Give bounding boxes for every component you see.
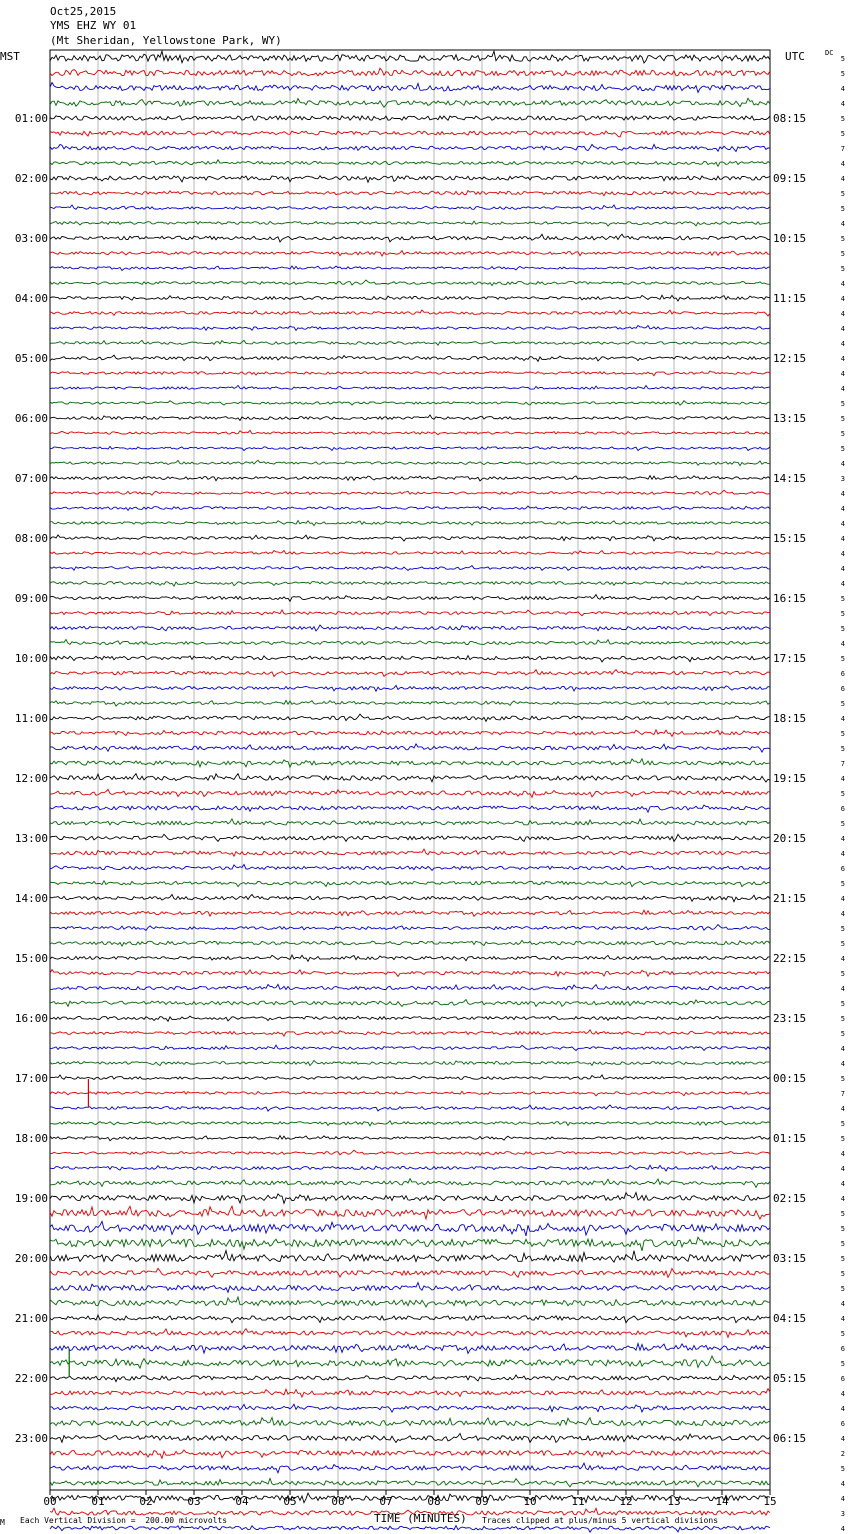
left-hour-label: 11:00 — [14, 712, 48, 725]
seismic-trace — [50, 521, 770, 526]
seismic-trace — [50, 1237, 770, 1251]
dc-offset-label: 5 — [840, 940, 845, 948]
right-hour-label: 03:15 — [773, 1252, 807, 1265]
dc-offset-label: 3 — [840, 475, 845, 483]
seismic-trace — [50, 205, 770, 209]
seismic-trace — [50, 610, 770, 616]
dc-offset-label: 4 — [840, 835, 845, 843]
seismic-trace — [50, 98, 770, 107]
right-hour-label: 00:15 — [773, 1072, 807, 1085]
seismic-trace — [50, 51, 770, 63]
right-hour-label: 01:15 — [773, 1132, 807, 1145]
x-tick-label: 05 — [283, 1495, 297, 1508]
dc-offset-label: 4 — [840, 325, 845, 333]
seismic-trace — [50, 251, 770, 256]
dc-offset-label: 4 — [840, 1390, 845, 1398]
seismic-trace — [50, 774, 770, 782]
x-tick-label: 12 — [619, 1495, 633, 1508]
right-hour-label: 06:15 — [773, 1432, 807, 1445]
dc-offset-label: 5 — [840, 1255, 845, 1263]
dc-offset-label: 5 — [840, 625, 845, 633]
dc-offset-label: 5 — [840, 610, 845, 618]
dc-offset-label: 5 — [840, 595, 845, 603]
seismic-trace — [50, 310, 770, 316]
dc-offset-label: 4 — [840, 895, 845, 903]
footer-clip-note: Traces clipped at plus/minus 5 vertical divisions — [482, 1516, 719, 1525]
dc-offset-label: 5 — [840, 1225, 845, 1233]
seismic-trace — [50, 970, 770, 977]
right-hour-label: 18:15 — [773, 712, 807, 725]
dc-offset-label: 4 — [840, 1150, 845, 1158]
seismic-trace — [50, 805, 770, 812]
seismic-trace — [50, 1493, 770, 1503]
seismic-trace — [50, 625, 770, 631]
seismic-trace — [50, 191, 770, 196]
dc-offset-label: 4 — [840, 1525, 845, 1533]
dc-offset-label: 4 — [840, 355, 845, 363]
x-tick-label: 11 — [571, 1495, 585, 1508]
seismic-trace — [50, 1221, 770, 1236]
seismic-trace — [50, 1450, 770, 1458]
seismic-trace — [50, 221, 770, 226]
left-hour-label: 01:00 — [14, 112, 48, 125]
dc-offset-label: 4 — [840, 1495, 845, 1503]
seismic-trace — [50, 371, 770, 376]
seismic-trace — [50, 234, 770, 242]
right-zone-label: UTC — [785, 50, 805, 63]
left-hour-label: 23:00 — [14, 1432, 48, 1445]
dc-offset-label: 5 — [840, 205, 845, 213]
dc-offset-label: 5 — [840, 1360, 845, 1368]
x-tick-label: 09 — [475, 1495, 489, 1508]
left-hour-label: 14:00 — [14, 892, 48, 905]
seismic-trace — [50, 144, 770, 151]
dc-offset-label: 4 — [840, 1105, 845, 1113]
right-hour-label: 14:15 — [773, 472, 807, 485]
left-hour-label: 22:00 — [14, 1372, 48, 1385]
left-hour-label: 03:00 — [14, 232, 48, 245]
dc-offset-label: 5 — [840, 415, 845, 423]
right-hour-label: 02:15 — [773, 1192, 807, 1205]
seismic-trace — [50, 1526, 770, 1533]
seismic-trace — [50, 490, 770, 495]
seismic-trace — [50, 581, 770, 586]
dc-offset-label: 4 — [840, 580, 845, 588]
right-hour-label: 10:15 — [773, 232, 807, 245]
dc-offset-label: 5 — [840, 130, 845, 138]
seismic-trace — [50, 1329, 770, 1338]
seismic-trace — [50, 1404, 770, 1412]
right-hour-label: 19:15 — [773, 772, 807, 785]
seismic-trace — [50, 401, 770, 406]
seismic-trace — [50, 595, 770, 602]
x-tick-label: 15 — [763, 1495, 777, 1508]
seismic-trace — [50, 1478, 770, 1487]
seismic-trace — [50, 1045, 770, 1050]
right-hour-label: 23:15 — [773, 1012, 807, 1025]
seismic-trace — [50, 849, 770, 856]
seismic-trace — [50, 83, 770, 93]
dc-offset-label: 5 — [840, 1000, 845, 1008]
dc-offset-label: 5 — [840, 745, 845, 753]
seismic-trace — [50, 1463, 770, 1473]
dc-offset-label: 6 — [840, 1345, 845, 1353]
dc-offset-label: 5 — [840, 1240, 845, 1248]
x-tick-label: 06 — [331, 1495, 345, 1508]
dc-offset-label: 5 — [840, 970, 845, 978]
right-hour-label: 21:15 — [773, 892, 807, 905]
left-hour-label: 20:00 — [14, 1252, 48, 1265]
left-hour-label: 12:00 — [14, 772, 48, 785]
dc-offset-label: 5 — [840, 730, 845, 738]
seismic-trace — [50, 1193, 770, 1204]
right-hour-label: 05:15 — [773, 1372, 807, 1385]
dc-offset-label: 4 — [840, 175, 845, 183]
seismic-trace — [50, 430, 770, 434]
left-hour-label: 17:00 — [14, 1072, 48, 1085]
seismic-trace — [50, 1105, 770, 1111]
seismic-trace — [50, 686, 770, 692]
dc-offset-label: 4 — [840, 985, 845, 993]
dc-offset-label: 5 — [840, 1015, 845, 1023]
dc-offset-label: 4 — [840, 310, 845, 318]
seismic-trace — [50, 340, 770, 345]
dc-offset-label: 7 — [840, 1090, 845, 1098]
right-hour-label: 22:15 — [773, 952, 807, 965]
seismic-trace — [50, 566, 770, 571]
right-hour-label: 13:15 — [773, 412, 807, 425]
dc-offset-label: 4 — [840, 1180, 845, 1188]
dc-offset-label: 5 — [840, 1120, 845, 1128]
dc-offset-label: 4 — [840, 160, 845, 168]
seismic-trace — [50, 1136, 770, 1141]
dc-offset-label: 5 — [840, 445, 845, 453]
dc-offset-label: 2 — [840, 1450, 845, 1458]
seismic-trace — [50, 759, 770, 767]
left-hour-label: 19:00 — [14, 1192, 48, 1205]
right-hour-label: 17:15 — [773, 652, 807, 665]
dc-offset-label: 4 — [840, 460, 845, 468]
dc-offset-label: 5 — [840, 880, 845, 888]
dc-offset-label: 4 — [840, 715, 845, 723]
seismic-trace — [50, 714, 770, 721]
dc-offset-label: 4 — [840, 100, 845, 108]
dc-offset-label: 6 — [840, 1420, 845, 1428]
dc-offset-label: 5 — [840, 655, 845, 663]
dc-offset-label: 6 — [840, 670, 845, 678]
dc-offset-label: 5 — [840, 1210, 845, 1218]
seismic-trace — [50, 295, 770, 301]
seismic-trace — [50, 535, 770, 541]
seismic-trace — [50, 1075, 770, 1079]
dc-offset-label: 5 — [840, 235, 845, 243]
seismic-trace — [50, 789, 770, 797]
dc-offset-label: 4 — [840, 220, 845, 228]
seismic-trace — [50, 955, 770, 961]
right-hour-label: 16:15 — [773, 592, 807, 605]
dc-offset-label: 4 — [840, 1060, 845, 1068]
seismic-trace — [50, 1375, 770, 1382]
seismic-trace — [50, 925, 770, 931]
dc-offset-label: 4 — [840, 385, 845, 393]
dc-offset-label: 7 — [840, 145, 845, 153]
left-hour-label: 04:00 — [14, 292, 48, 305]
seismic-trace — [50, 1150, 770, 1155]
x-tick-label: 08 — [427, 1495, 441, 1508]
dc-offset-label: 6 — [840, 685, 845, 693]
seismic-trace — [50, 476, 770, 481]
dc-offset-label: 5 — [840, 700, 845, 708]
dc-offset-label: 5 — [840, 1270, 845, 1278]
header-location: (Mt Sheridan, Yellowstone Park, WY) — [50, 34, 282, 47]
dc-offset-label: 5 — [840, 190, 845, 198]
seismic-trace — [50, 670, 770, 677]
right-hour-label: 12:15 — [773, 352, 807, 365]
seismic-trace — [50, 1179, 770, 1188]
footer-scale: Each Vertical Division = 200.00 microvolts — [20, 1516, 228, 1525]
dc-offset-label: 4 — [840, 505, 845, 513]
dc-offset-label: 4 — [840, 1165, 845, 1173]
dc-offset-label: 5 — [840, 790, 845, 798]
x-tick-label: 02 — [139, 1495, 153, 1508]
dc-offset-label: 5 — [840, 430, 845, 438]
dc-offset-label: 5 — [840, 1030, 845, 1038]
seismic-trace — [50, 415, 770, 420]
left-hour-label: 07:00 — [14, 472, 48, 485]
dc-offset-label: 5 — [840, 265, 845, 273]
seismic-trace — [50, 68, 770, 76]
seismic-trace — [50, 355, 770, 361]
x-tick-label: 13 — [667, 1495, 681, 1508]
seismic-trace — [50, 446, 770, 450]
left-hour-label: 02:00 — [14, 172, 48, 185]
right-hour-label: 08:15 — [773, 112, 807, 125]
seismic-trace — [50, 176, 770, 183]
right-hour-label: 09:15 — [773, 172, 807, 185]
seismic-trace — [50, 940, 770, 946]
seismic-trace — [50, 131, 770, 137]
seismic-trace — [50, 385, 770, 389]
dc-offset-label: 4 — [840, 85, 845, 93]
dc-offset-label: 3 — [840, 1510, 845, 1518]
seismic-trace — [50, 1356, 770, 1368]
x-tick-label: 00 — [43, 1495, 57, 1508]
seismic-trace — [50, 910, 770, 916]
left-hour-label: 09:00 — [14, 592, 48, 605]
dc-offset-label: 4 — [840, 295, 845, 303]
dc-offset-label: 4 — [840, 850, 845, 858]
seismic-trace — [50, 819, 770, 825]
seismic-trace — [50, 266, 770, 271]
dc-offset-label: 4 — [840, 535, 845, 543]
seismic-trace — [50, 1091, 770, 1096]
seismic-trace — [50, 460, 770, 465]
left-hour-label: 08:00 — [14, 532, 48, 545]
dc-offset-label: 4 — [840, 565, 845, 573]
seismic-trace — [50, 1389, 770, 1397]
dc-offset-label: 5 — [840, 55, 845, 63]
seismic-trace — [50, 551, 770, 555]
dc-offset-label: 4 — [840, 955, 845, 963]
dc-offset-label: 5 — [840, 1075, 845, 1083]
left-zone-label: MST — [0, 50, 20, 63]
left-hour-label: 06:00 — [14, 412, 48, 425]
seismic-trace — [50, 326, 770, 331]
dc-offset-label: 4 — [840, 520, 845, 528]
dc-offset-label: 4 — [840, 910, 845, 918]
left-hour-label: 05:00 — [14, 352, 48, 365]
dc-offset-label: 4 — [840, 1315, 845, 1323]
dc-offset-label: 4 — [840, 370, 845, 378]
dc-offset-label: 4 — [840, 1480, 845, 1488]
x-tick-label: 01 — [91, 1495, 105, 1508]
dc-offset-label: 4 — [840, 640, 845, 648]
seismic-trace — [50, 280, 770, 286]
dc-offset-label: 4 — [840, 1405, 845, 1413]
seismic-trace — [50, 864, 770, 870]
seismic-trace — [50, 1268, 770, 1277]
x-tick-label: 07 — [379, 1495, 393, 1508]
dc-offset-label: 4 — [840, 775, 845, 783]
dc-offset-label: 5 — [840, 1465, 845, 1473]
dc-offset-label: 5 — [840, 925, 845, 933]
dc-offset-label: 5 — [840, 1135, 845, 1143]
right-hour-label: 15:15 — [773, 532, 807, 545]
seismic-trace — [50, 881, 770, 887]
seismic-trace — [50, 894, 770, 901]
seismic-trace — [50, 1297, 770, 1307]
dc-offset-label: 5 — [840, 250, 845, 258]
seismic-trace — [50, 1251, 770, 1263]
seismic-trace — [50, 984, 770, 990]
seismic-trace — [50, 656, 770, 662]
seismic-trace — [50, 1030, 770, 1036]
dc-offset-label: 4 — [840, 340, 845, 348]
dc-offset-label: 5 — [840, 1330, 845, 1338]
seismic-trace — [50, 506, 770, 510]
header-station: YMS EHZ WY 01 — [50, 19, 137, 32]
right-hour-label: 04:15 — [773, 1312, 807, 1325]
dc-offset-label: 4 — [840, 1300, 845, 1308]
seismic-trace — [50, 1121, 770, 1126]
seismic-trace — [50, 1060, 770, 1065]
seismic-trace — [50, 1344, 770, 1354]
seismic-trace — [50, 1016, 770, 1021]
dc-offset-label: 5 — [840, 400, 845, 408]
left-hour-label: 18:00 — [14, 1132, 48, 1145]
seismic-trace — [50, 730, 770, 737]
left-hour-label: 21:00 — [14, 1312, 48, 1325]
seismic-trace — [50, 1206, 770, 1219]
header-date: Oct25,2015 — [50, 5, 117, 18]
dc-label: DC — [825, 49, 834, 57]
seismic-trace — [50, 700, 770, 706]
seismic-trace — [50, 1418, 770, 1426]
dc-offset-label: 4 — [840, 280, 845, 288]
x-axis-label: TIME (MINUTES) — [374, 1512, 467, 1525]
seismic-trace — [50, 1165, 770, 1171]
dc-offset-label: 4 — [840, 490, 845, 498]
left-hour-label: 10:00 — [14, 652, 48, 665]
dc-offset-label: 4 — [840, 1435, 845, 1443]
dc-offset-label: 5 — [840, 1285, 845, 1293]
dc-offset-label: 5 — [840, 820, 845, 828]
seismic-trace — [50, 1000, 770, 1007]
dc-offset-label: 5 — [840, 70, 845, 78]
dc-offset-label: 4 — [840, 1045, 845, 1053]
seismic-trace — [50, 640, 770, 645]
x-tick-label: 03 — [187, 1495, 201, 1508]
dc-offset-label: 6 — [840, 1375, 845, 1383]
seismic-trace — [50, 834, 770, 841]
dc-offset-label: 5 — [840, 115, 845, 123]
seismic-trace — [50, 160, 770, 167]
seismic-trace — [50, 1283, 770, 1293]
x-tick-label: 14 — [715, 1495, 729, 1508]
seismic-trace — [50, 116, 770, 120]
dc-offset-label: 4 — [840, 550, 845, 558]
seismic-trace — [50, 1315, 770, 1323]
x-tick-label: 10 — [523, 1495, 537, 1508]
dc-offset-label: 6 — [840, 805, 845, 813]
left-hour-label: 13:00 — [14, 832, 48, 845]
right-hour-label: 20:15 — [773, 832, 807, 845]
dc-offset-label: 7 — [840, 760, 845, 768]
dc-offset-label: 6 — [840, 865, 845, 873]
footer-mark: M — [0, 1518, 5, 1527]
seismic-trace — [50, 1433, 770, 1442]
dc-offset-label: 4 — [840, 1195, 845, 1203]
left-hour-label: 16:00 — [14, 1012, 48, 1025]
right-hour-label: 11:15 — [773, 292, 807, 305]
left-hour-label: 15:00 — [14, 952, 48, 965]
x-tick-label: 04 — [235, 1495, 249, 1508]
seismic-trace — [50, 744, 770, 752]
